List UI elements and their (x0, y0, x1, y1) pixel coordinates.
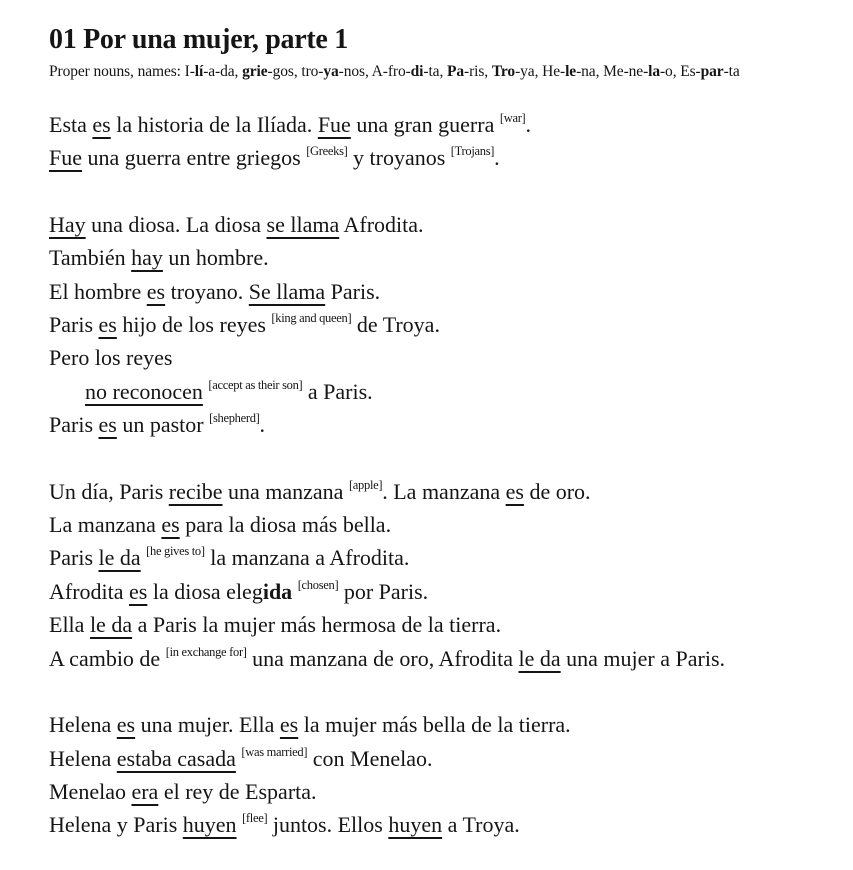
gloss: [chosen] (297, 577, 339, 592)
text-segment: una mujer. Ella (135, 712, 280, 738)
text-segment: una mujer a Paris. (560, 645, 726, 671)
text-line (49, 375, 837, 408)
text-line (49, 642, 837, 675)
text-line (49, 541, 837, 574)
text-segment: la manzana a Afrodita. (204, 545, 410, 571)
bold-text: ida (262, 578, 293, 604)
text-line (49, 775, 837, 808)
text-line (49, 575, 837, 608)
page-title: 01 Por una mujer, parte 1 (49, 24, 348, 55)
gloss: [he gives to] (146, 544, 205, 559)
underlined-term: es (98, 312, 117, 338)
paragraph (49, 108, 837, 175)
text-line (49, 708, 837, 741)
text-segment: A cambio de (49, 645, 166, 671)
text-segment: una gran guerra (350, 112, 500, 137)
stressed-syllable: Pa (447, 63, 465, 80)
underlined-term: es (92, 112, 111, 137)
text-segment: una manzana (222, 478, 349, 504)
text-segment: la historia de la Ilíada. (110, 112, 318, 137)
stressed-syllable: par (700, 63, 724, 80)
text-line (49, 475, 837, 508)
text-line (49, 108, 837, 141)
text-line (49, 341, 837, 374)
text-segment: Menelao (49, 778, 132, 804)
underlined-term: es (98, 412, 117, 438)
text-segment: . (259, 412, 266, 438)
text-segment: una guerra entre griegos (82, 145, 307, 171)
text-segment: Paris (49, 412, 99, 438)
text-segment: hijo de los reyes (116, 312, 272, 338)
stressed-syllable: di (410, 63, 424, 80)
text-segment: troyano. (165, 278, 249, 304)
text-segment: . (494, 145, 500, 171)
stressed-syllable: ya (323, 63, 339, 80)
text-segment: Helena y Paris (49, 812, 183, 838)
document-body (49, 108, 837, 842)
text-line (49, 141, 837, 174)
subtitle-text: -ris, (464, 63, 492, 80)
text-segment: La manzana (49, 512, 162, 538)
text-segment: la mujer más bella de la tierra. (298, 712, 571, 738)
subtitle-text: -a-da, (203, 63, 243, 80)
subtitle-text: -nos, A-fro- (338, 63, 411, 80)
underlined-term: huyen (182, 812, 237, 838)
proper-nouns-subtitle (49, 62, 837, 82)
stressed-syllable: le (565, 63, 577, 80)
text-segment: Helena (49, 745, 117, 771)
underlined-term: Se llama (248, 278, 326, 304)
text-line (49, 508, 837, 541)
text-segment: de oro. (523, 478, 591, 504)
gloss: [war] (499, 111, 526, 125)
text-segment: a Troya. (442, 812, 520, 838)
text-segment: y troyanos (347, 145, 451, 171)
underlined-term: le da (98, 545, 141, 571)
underlined-term: es (146, 278, 166, 304)
paragraph (49, 475, 837, 675)
stressed-syllable: lí (194, 63, 204, 80)
text-segment: para la diosa más bella. (179, 512, 392, 538)
text-segment: a Paris. (302, 378, 373, 404)
underlined-term: hay (131, 245, 163, 271)
text-segment: a Paris la mujer más hermosa de la tierra. (132, 612, 502, 638)
text-line (49, 608, 837, 641)
text-segment: Afrodita (49, 578, 130, 604)
text-segment: la diosa eleg (147, 578, 263, 604)
text-segment: de Troya. (351, 312, 440, 338)
underlined-term: es (161, 512, 180, 538)
stressed-syllable: la (648, 63, 660, 80)
underlined-term: es (116, 712, 136, 738)
text-segment: una manzana de oro, Afrodita (246, 645, 519, 671)
underlined-term: se llama (266, 211, 340, 237)
gloss: [shepherd] (209, 411, 260, 426)
text-segment: Afrodita. (339, 211, 424, 237)
text-segment: el rey de Esparta. (158, 778, 317, 804)
subtitle-text: -ya, He- (515, 63, 566, 80)
gloss: [accept as their son] (208, 377, 303, 392)
text-segment: Helena (49, 712, 117, 738)
underlined-term: le da (89, 612, 133, 638)
gloss: [was married] (241, 744, 308, 759)
text-segment: . La manzana (382, 478, 506, 504)
underlined-term: es (279, 712, 299, 738)
text-segment: un hombre. (162, 245, 269, 271)
underlined-term: recibe (168, 478, 223, 504)
subtitle-text: -o, Es- (660, 63, 701, 80)
subtitle-text: Proper nouns, names: I- (49, 63, 195, 80)
underlined-term: Fue (317, 112, 351, 137)
underlined-term: estaba casada (116, 745, 236, 771)
text-line (49, 408, 837, 441)
gloss: [king and queen] (271, 311, 352, 326)
underlined-term: le da (518, 645, 561, 671)
gloss: [in exchange for] (165, 644, 247, 659)
text-segment: Ella (49, 612, 90, 638)
subtitle-text: -na, Me-ne- (576, 63, 649, 80)
text-line (49, 308, 837, 341)
text-segment: . (525, 112, 531, 137)
paragraph (49, 208, 837, 442)
subtitle-text: -ta (723, 63, 740, 80)
underlined-term: Fue (49, 145, 82, 171)
paragraph (49, 708, 837, 842)
subtitle-text: -gos, tro- (267, 63, 324, 80)
underlined-term: es (505, 478, 524, 504)
text-segment: con Menelao. (307, 745, 433, 771)
text-line (49, 275, 837, 308)
text-segment: También (49, 245, 132, 271)
text-segment: El hombre (49, 278, 147, 304)
text-segment: Un día, Paris (49, 478, 169, 504)
text-line (49, 208, 837, 241)
underlined-term: era (131, 778, 159, 804)
text-segment: por Paris. (338, 578, 429, 604)
stressed-syllable: Tro (491, 63, 516, 80)
underlined-term: es (129, 578, 148, 604)
gloss: [apple] (348, 477, 383, 492)
text-line (49, 241, 837, 274)
gloss: [Greeks] (306, 144, 348, 159)
text-segment: Paris. (325, 278, 381, 304)
underlined-term: no reconocen (85, 378, 203, 404)
text-segment: Esta (49, 112, 93, 137)
subtitle-text: -ta, (423, 63, 447, 80)
text-line (49, 742, 837, 775)
text-segment: una diosa. La diosa (85, 211, 267, 237)
underlined-term: Hay (49, 211, 86, 237)
text-segment: Pero los reyes (49, 345, 173, 371)
text-segment: Paris (49, 545, 99, 571)
underlined-term: huyen (388, 812, 443, 838)
text-segment: juntos. Ellos (267, 812, 389, 838)
stressed-syllable: grie (242, 63, 268, 80)
text-line (49, 808, 837, 841)
gloss: [Trojans] (450, 144, 495, 159)
text-segment: Paris (49, 312, 99, 338)
gloss: [flee] (242, 811, 268, 826)
text-segment: un pastor (116, 412, 210, 438)
